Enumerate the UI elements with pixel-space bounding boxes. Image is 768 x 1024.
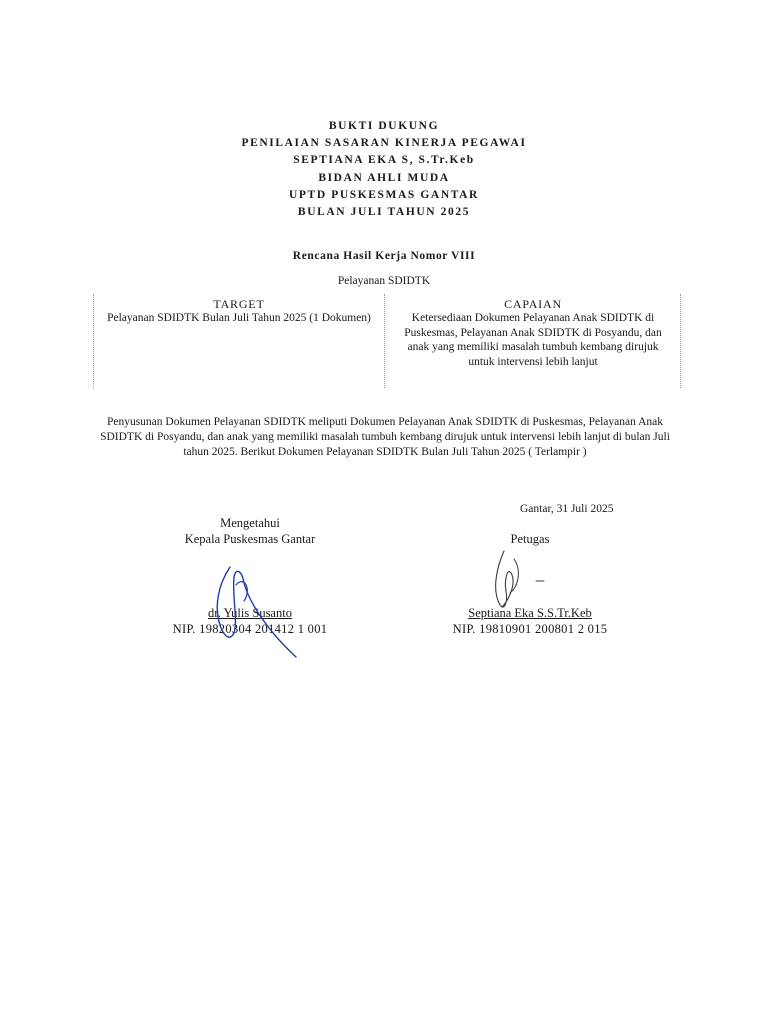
header-unit: UPTD PUSKESMAS GANTAR xyxy=(289,188,479,201)
head-name: dr. Yulis Susanto xyxy=(208,606,292,620)
acknowledged-label: Mengetahui xyxy=(220,516,280,530)
header-employee-name: SEPTIANA EKA S, S.Tr.Keb xyxy=(293,154,475,167)
target-capaian-table xyxy=(93,294,681,388)
rhk-title: Rencana Hasil Kerja Nomor VIII xyxy=(292,250,476,262)
description-paragraph: Penyusunan Dokumen Pelayanan SDIDTK meliputi Dokumen Pelayanan Anak SDIDTK di Puskesmas, Pelayanan Anak SDIDTK di Posyandu, dan anak yang memiliki masalah tumbuh kembang dirujuk untuk intervensi lebih lanjut di bulan Juli tahun 2025. Berikut Dokumen Pelayanan SDIDTK Bulan Juli Tahun 2025 ( Terlampir ) xyxy=(100,416,670,459)
target-header: TARGET xyxy=(213,297,265,311)
place-date: Gantar, 31 Juli 2025 xyxy=(520,503,614,515)
rhk-subtitle: Pelayanan SDIDTK xyxy=(337,275,431,287)
header-position: BIDAN AHLI MUDA xyxy=(318,171,450,184)
officer-nip: NIP. 19810901 200801 2 015 xyxy=(452,622,608,636)
officer-name: Septiana Eka S.S.Tr.Keb xyxy=(468,606,592,620)
header-title: BUKTI DUKUNG xyxy=(328,120,440,132)
officer-role-label: Petugas xyxy=(510,532,550,546)
target-column xyxy=(94,294,384,388)
document-header xyxy=(0,118,768,221)
signature-block-right xyxy=(410,515,650,636)
capaian-header: CAPAIAN xyxy=(504,297,562,311)
capaian-text: Ketersediaan Dokumen Pelayanan Anak SDIDTK di Puskesmas, Pelayanan Anak SDIDTK di Posyandu, dan anak yang memiliki masalah tumbuh kembang dirujuk untuk intervensi lebih lanjut xyxy=(404,312,662,368)
signature-block-left xyxy=(120,515,380,636)
head-nip: NIP. 19820304 201412 1 001 xyxy=(172,622,328,636)
header-period: BULAN JULI TAHUN 2025 xyxy=(297,206,471,219)
target-text: Pelayanan SDIDTK Bulan Juli Tahun 2025 (1 Dokumen) xyxy=(107,312,371,324)
capaian-column xyxy=(384,294,681,388)
head-position-label: Kepala Puskesmas Gantar xyxy=(184,532,316,546)
header-subtitle: PENILAIAN SASARAN KINERJA PEGAWAI xyxy=(241,137,527,150)
